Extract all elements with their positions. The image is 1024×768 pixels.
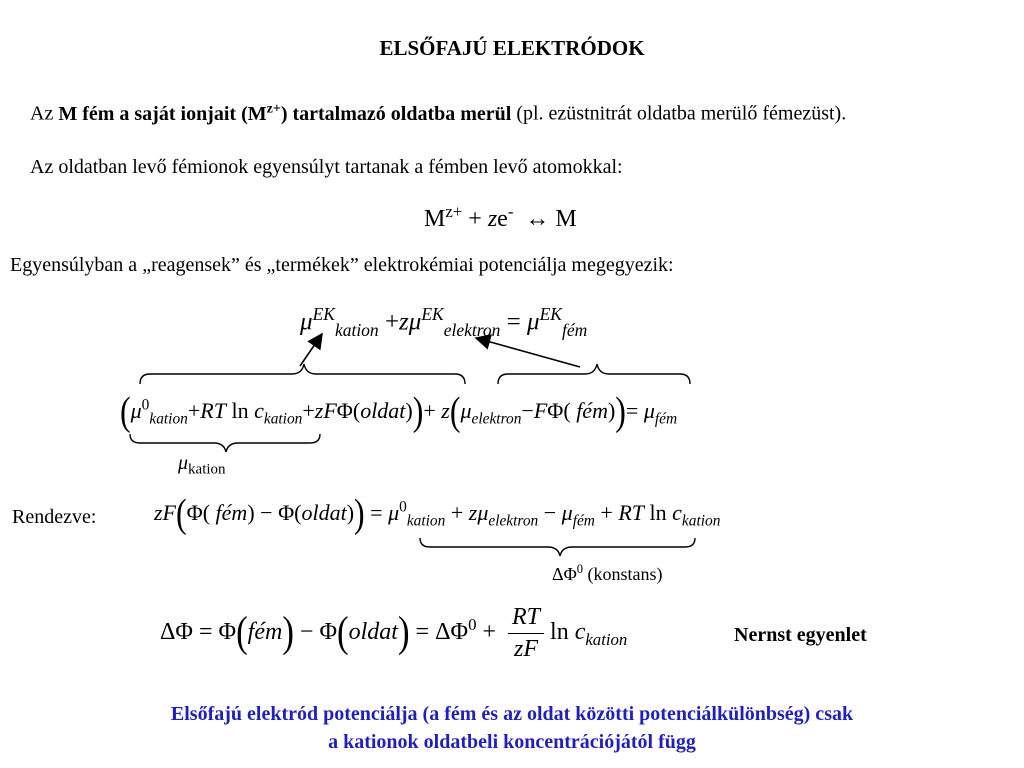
page-title: ELSŐFAJÚ ELEKTRÓDOK	[379, 36, 645, 60]
equation-electrochemical-potential: $\mu^{EK}_{kation} +z\mu^{EK}_{elektron} = \mu^{EK}_{fém}$	[300, 304, 588, 340]
equation-rearranged: zF(Φ( fém) − Φ(oldat)) = $\mu^0_{kation} + z\mu_{elektron} - \mu_{fém}$ + RT $\ln c_{kation}$	[154, 491, 721, 536]
reaction-equation: $M^{z+} + ze^-$ ↔ M	[424, 202, 577, 233]
underbrace-mu-kation	[130, 434, 320, 452]
conclusion-line-1: Elsőfajú elektród potenciálja (a fém és az oldat közötti potenciálkülönbség) csak	[170, 703, 854, 725]
equilibrium-sentence: Az oldatban levő fémionok egyensúlyt tartanak a fémben levő atomokkal:	[30, 156, 623, 178]
nernst-fraction: $\frac{RT}{zF}$	[508, 604, 544, 663]
conclusion-line-2: a kationok oldatbeli koncentrációjától függ	[328, 731, 696, 753]
mu-kation-label: $\mu_{kation}$	[178, 452, 226, 478]
intro-prefix: Az	[30, 102, 59, 125]
arrow-kation	[300, 334, 322, 366]
overbrace-electron	[498, 364, 690, 384]
intro-bold: M fém a saját ionjait $(M^{z+})$ tartalmazó oldatba merül	[58, 101, 512, 125]
intro-suffix: (pl. ezüstnitrát oldatba merülő fémezüst).	[511, 102, 847, 125]
rendezve-label: Rendezve:	[12, 506, 97, 528]
underbrace-constant	[420, 538, 695, 556]
equation-expanded: ($\mu^0_{kation}+RT$ $\ln c_{kation}+zF\Phi(oldat))+ z(\mu_{elektron}-F\Phi$( fém))= $\mu_{fém}$	[120, 389, 678, 434]
nernst-label: Nernst egyenlet	[734, 624, 867, 646]
nernst-equation: ΔΦ = Φ(fém) − Φ(oldat) = $\Delta\Phi^0$ + $\frac{RT}{zF}$ $\ln c_{kation}$	[160, 604, 628, 662]
electrochemical-sentence: Egyensúlyban a „reagensek” és „termékek” elektrokémiai potenciálja megegyezik:	[10, 254, 674, 276]
overbrace-kation	[140, 364, 465, 384]
equilibrium-arrow: ↔	[525, 206, 550, 233]
constant-label: $\Delta\Phi^0$ (konstans)	[552, 562, 663, 584]
arrow-electron	[476, 338, 580, 367]
